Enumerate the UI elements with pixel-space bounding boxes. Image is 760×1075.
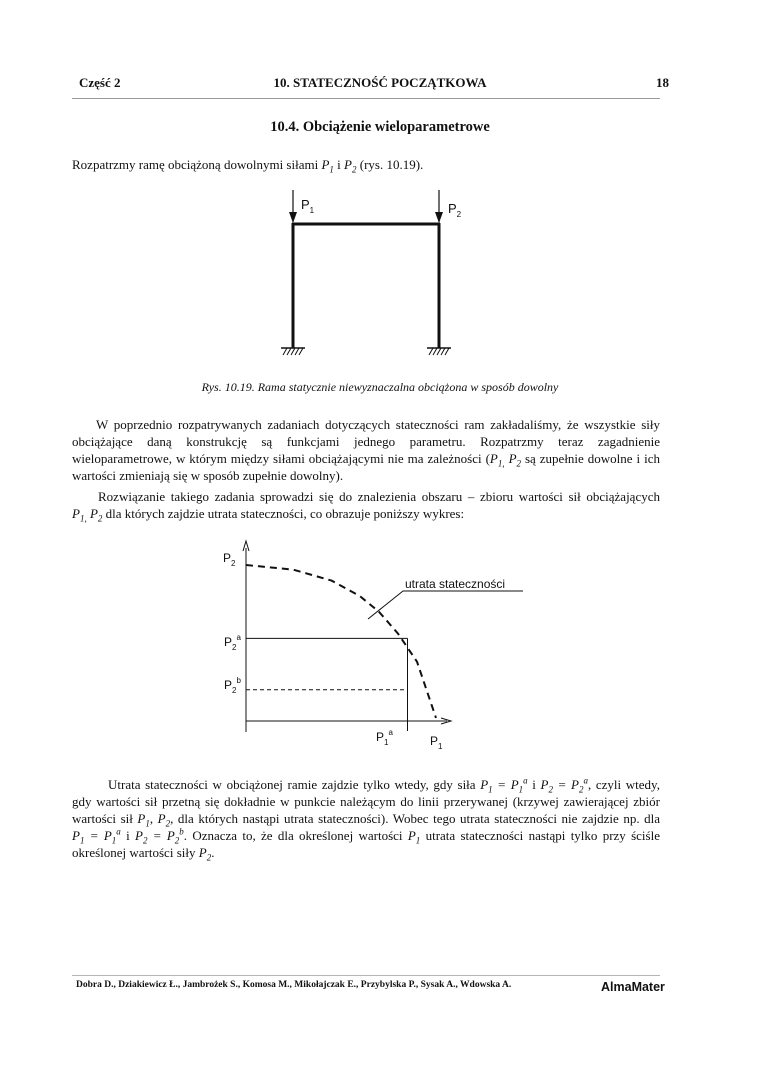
curve-label: utrata stateczności [405,577,506,591]
p4-line-1: Utrata stateczności w obciążonej ramie zajdzie tylko wtedy, gdy siła $P_1 = P_1^a$ i $P_2 = P_2^a$, czyli wtedy, [108,775,660,795]
intro-p1: P [321,157,330,172]
paragraph-3 [72,488,660,522]
footer-authors: Dobra D., Dziakiewicz Ł., Jambrożek S., Komosa M., Mikołajczak E., Przybylska P., Sysak A., Wdowska A. [76,980,512,990]
p2-line-1: W poprzednio rozpatrywanych zadaniach dotyczących stateczności ram zakładaliśmy, że wszystkie siły [96,417,660,432]
p4-line-2: gdy wartości sił przetną się dokładnie w punkcie należącym do linii przerywanej (krzywej zawierającej zbiór [72,794,660,809]
right-fixed-support [427,348,451,355]
p2-line-3: wieloparametrowe, w którym między siłami obciążającymi nie ma zależności ($P_{1,}$ $P_2$ są zupełnie dowolne i ich [72,451,660,469]
left-fixed-support [281,348,305,355]
intro-p1-sub: 1 [329,164,334,175]
intro-p2: P [344,157,352,172]
intro-text: i [333,157,345,172]
p4-line-5: określonej wartości siły $P_2$. [72,845,215,863]
footer-divider [72,975,660,976]
p2a-label: $P_2^a$ [224,633,241,652]
figure-caption: Rys. 10.19. Rama statycznie niewyznaczalna obciążona w sposób dowolny [201,380,559,394]
stability-chart [215,535,506,755]
load-p1-label: $P_1$ [301,197,315,215]
intro-p2-sub: 2 [352,164,357,175]
intro-text: (rys. 10.19). [356,157,424,172]
p3-line-1: Rozwiązanie takiego zadania sprowadzi się do znalezienia obszaru – zbioru wartości sił obciążających [98,489,660,504]
p1a-label: $P_1^a$ [376,728,393,747]
intro-paragraph [72,156,660,173]
load-p1-arrowhead [289,212,297,223]
section-title: 10.4. Obciążenie wieloparametrowe [270,119,490,135]
annotation-leader [368,591,523,619]
p2-line-4: wartości zmieniają się w sposób zupełnie dowolny). [72,468,344,483]
intro-text: Rozpatrzmy ramę obciążoną dowolnymi siłami [72,157,322,172]
footer-brand: AlmaMater [601,980,665,994]
load-p2-label: $P_2$ [448,201,462,219]
header-part-label: Część 2 [79,75,121,90]
p2-line-2: obciążające daną konstrukcję są funkcjami jednego parametru. Rozpatrzmy teraz zagadnienie [72,434,660,449]
header-divider [72,98,660,99]
y-axis-label: $P_2$ [223,551,236,568]
paragraph-2 [72,416,660,484]
p2b-label: $P_2^b$ [224,676,241,695]
frame-figure [270,185,470,370]
page-number: 18 [656,75,669,90]
p3-line-2: $P_{1,}$ $P_2$ dla których zajdzie utrata stateczności, co obrazuje poniższy wykres: [72,506,465,524]
x-axis-label: $P_1$ [430,734,443,751]
p4-line-3: wartości sił $P_1$, $P_2$, dla których nastąpi utrata stateczności). Wobec tego utrata stateczności nie zajdzie np. dla [72,811,660,829]
header-chapter-title: 10. STATECZNOŚĆ POCZĄTKOWA [273,75,487,90]
p4-line-4: $P_1 = P_1^a$ i $P_2 = P_2^b$. Oznacza to, że dla określonej wartości $P_1$ utrata stateczności nastąpi tylko przy ściśle [72,826,660,846]
paragraph-4 [72,776,660,861]
load-p2-arrowhead [435,212,443,223]
